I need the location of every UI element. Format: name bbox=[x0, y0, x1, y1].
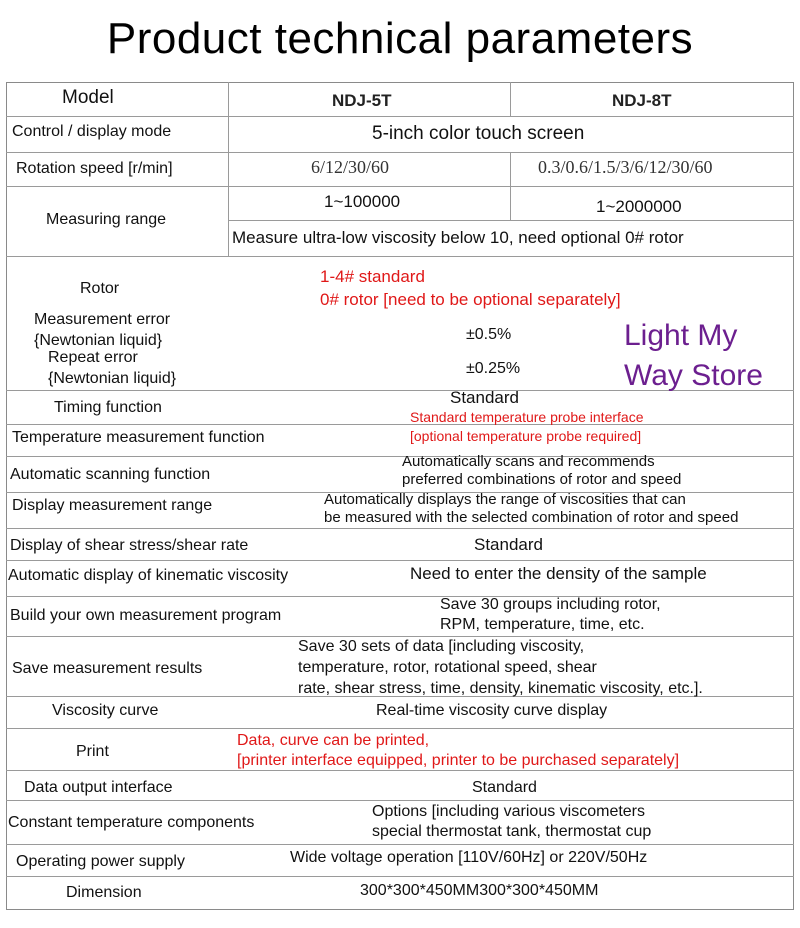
row-divider bbox=[6, 528, 794, 529]
output-value: Standard bbox=[472, 779, 537, 796]
page-title: Product technical parameters bbox=[106, 14, 694, 63]
program-line1: Save 30 groups including rotor, bbox=[440, 596, 661, 613]
rotor-standard: 1-4# standard bbox=[320, 267, 425, 286]
row-divider bbox=[6, 116, 794, 117]
save-results-line3: rate, shear stress, time, density, kinematic viscosity, etc.]. bbox=[298, 680, 703, 697]
header-ndj8t: NDJ-8T bbox=[612, 91, 672, 110]
measurement-error-value: ±0.5% bbox=[466, 326, 512, 343]
save-results-line1: Save 30 sets of data [including viscosity, bbox=[298, 638, 585, 655]
column-divider bbox=[510, 82, 511, 116]
shear-label: Display of shear stress/shear rate bbox=[10, 537, 249, 554]
print-label: Print bbox=[76, 743, 109, 760]
range-ndj5t: 1~100000 bbox=[324, 192, 401, 211]
scanning-line1: Automatically scans and recommends bbox=[402, 453, 655, 470]
row-divider bbox=[6, 728, 794, 729]
control-label: Control / display mode bbox=[12, 123, 172, 140]
program-label: Build your own measurement program bbox=[10, 607, 282, 624]
row-divider bbox=[6, 256, 794, 257]
scanning-line2: preferred combinations of rotor and speed bbox=[402, 471, 682, 488]
row-divider bbox=[6, 560, 794, 561]
dimension-label: Dimension bbox=[66, 884, 142, 901]
row-divider bbox=[6, 186, 794, 187]
header-model-label: Model bbox=[62, 87, 114, 108]
temperature-line1: Standard temperature probe interface bbox=[410, 409, 644, 425]
range-note: Measure ultra-low viscosity below 10, need optional 0# rotor bbox=[232, 228, 684, 247]
row-divider bbox=[6, 596, 794, 597]
constant-temp-label: Constant temperature components bbox=[8, 814, 255, 831]
control-value: 5-inch color touch screen bbox=[372, 123, 585, 144]
print-line2: [printer interface equipped, printer to be purchased separately] bbox=[237, 752, 680, 769]
speed-ndj5t: 6/12/30/60 bbox=[311, 157, 390, 177]
power-value: Wide voltage operation [110V/60Hz] or 220V/50Hz bbox=[290, 849, 648, 866]
temperature-line2: [optional temperature probe required] bbox=[410, 428, 642, 444]
timing-value: Standard bbox=[450, 388, 519, 407]
store-watermark-line2: Way Store bbox=[624, 359, 763, 392]
constant-temp-line2: special thermostat tank, thermostat cup bbox=[372, 823, 652, 840]
range-ndj8t: 1~2000000 bbox=[596, 197, 682, 216]
measurement-error-label: Measurement error bbox=[34, 311, 171, 328]
measurement-error-sublabel: {Newtonian liquid} bbox=[34, 332, 163, 349]
row-divider bbox=[6, 800, 794, 801]
row-divider bbox=[6, 456, 794, 457]
display-range-label: Display measurement range bbox=[12, 497, 213, 514]
program-line2: RPM, temperature, time, etc. bbox=[440, 616, 645, 633]
rotor-label: Rotor bbox=[80, 280, 120, 297]
speed-label: Rotation speed [r/min] bbox=[16, 160, 173, 177]
dimension-value: 300*300*450MM300*300*450MM bbox=[360, 882, 599, 899]
kinematic-label: Automatic display of kinematic viscosity bbox=[8, 567, 289, 584]
kinematic-value: Need to enter the density of the sample bbox=[410, 564, 707, 583]
save-results-label: Save measurement results bbox=[12, 660, 203, 677]
temperature-label: Temperature measurement function bbox=[12, 429, 265, 446]
scanning-label: Automatic scanning function bbox=[10, 466, 211, 483]
range-label: Measuring range bbox=[46, 211, 167, 228]
power-label: Operating power supply bbox=[16, 853, 185, 870]
row-divider bbox=[6, 844, 794, 845]
repeat-error-label: Repeat error bbox=[48, 349, 138, 366]
header-ndj5t: NDJ-5T bbox=[332, 91, 392, 110]
viscosity-curve-value: Real-time viscosity curve display bbox=[376, 702, 608, 719]
row-divider bbox=[6, 770, 794, 771]
display-range-line2: be measured with the selected combination of rotor and speed bbox=[324, 509, 739, 526]
row-divider bbox=[6, 424, 794, 425]
repeat-error-sublabel: {Newtonian liquid} bbox=[48, 370, 177, 387]
repeat-error-value: ±0.25% bbox=[466, 360, 521, 377]
rotor-optional: 0# rotor [need to be optional separately] bbox=[320, 290, 621, 309]
timing-label: Timing function bbox=[54, 399, 162, 416]
print-line1: Data, curve can be printed, bbox=[237, 732, 430, 749]
column-divider bbox=[228, 82, 229, 256]
constant-temp-line1: Options [including various viscometers bbox=[372, 803, 646, 820]
save-results-line2: temperature, rotor, rotational speed, shear bbox=[298, 659, 597, 676]
row-divider bbox=[6, 152, 794, 153]
row-divider bbox=[6, 876, 794, 877]
viscosity-curve-label: Viscosity curve bbox=[52, 702, 159, 719]
row-divider bbox=[6, 636, 794, 637]
column-divider bbox=[510, 152, 511, 220]
display-range-line1: Automatically displays the range of viscosities that can bbox=[324, 491, 686, 508]
store-watermark-line1: Light My bbox=[624, 319, 738, 352]
range-sub-divider bbox=[228, 220, 794, 221]
shear-value: Standard bbox=[474, 535, 543, 554]
speed-ndj8t: 0.3/0.6/1.5/3/6/12/30/60 bbox=[538, 157, 713, 177]
output-label: Data output interface bbox=[24, 779, 173, 796]
